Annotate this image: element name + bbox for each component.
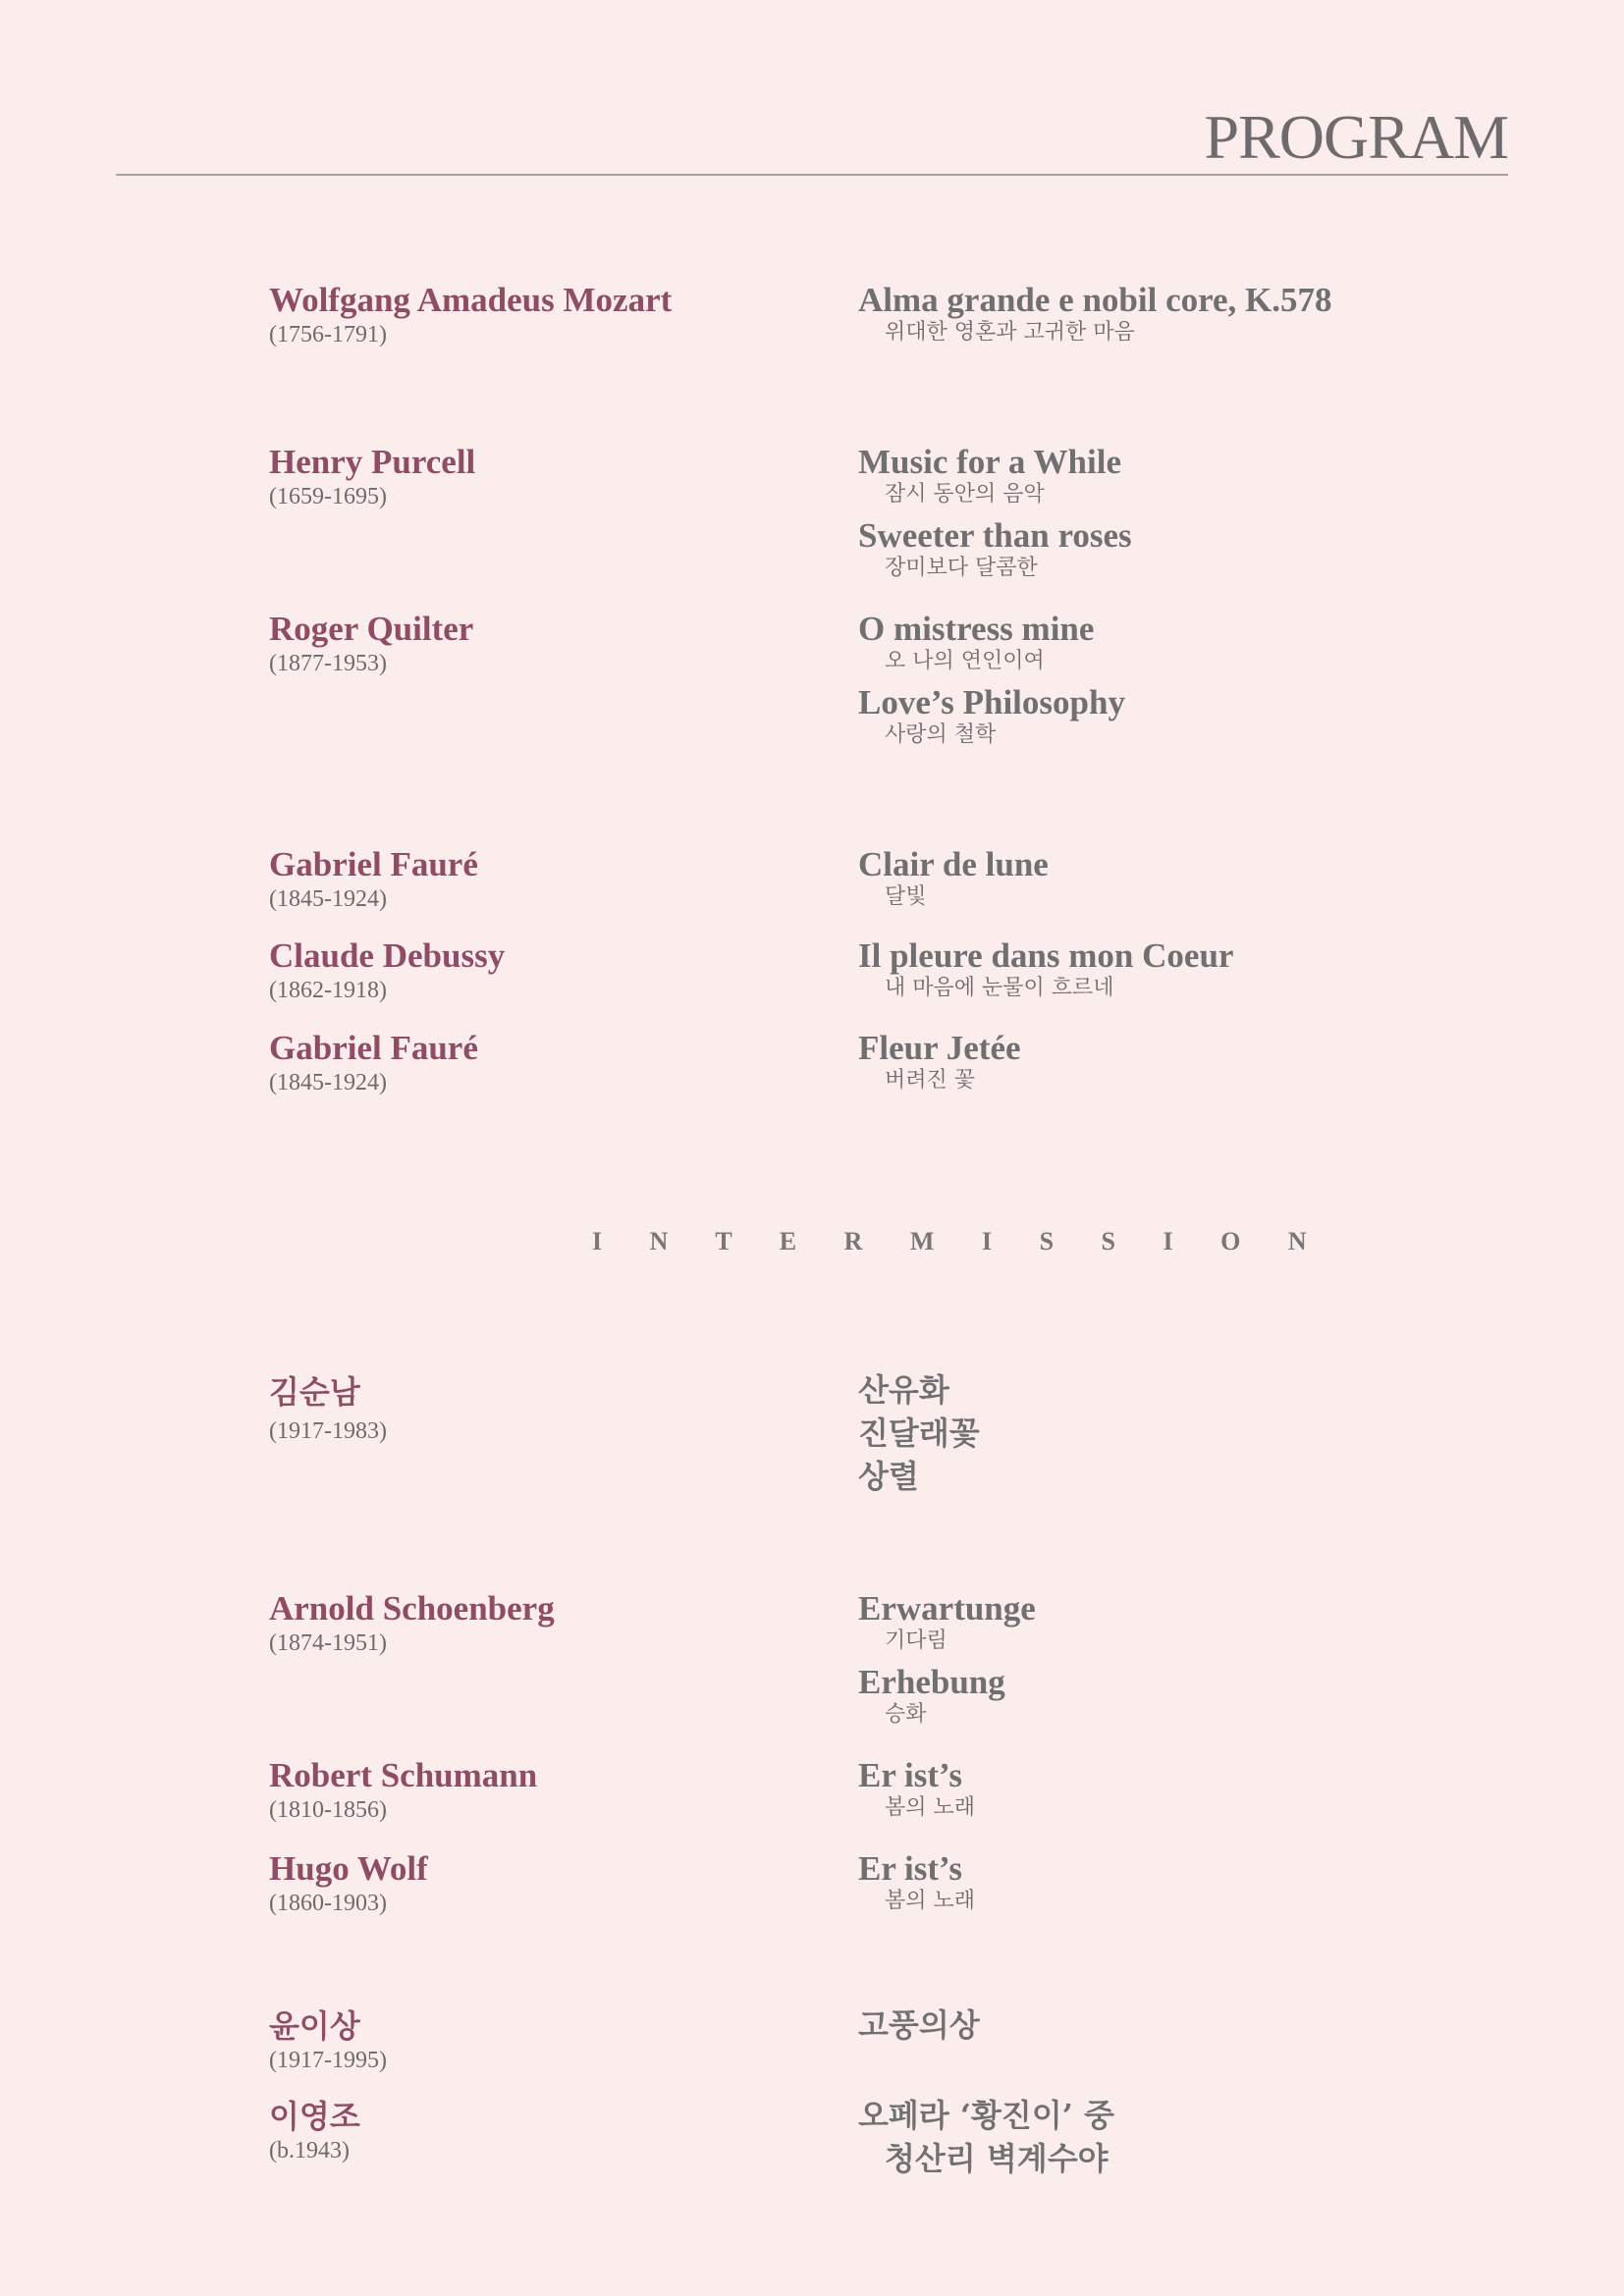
work-translation: 버려진 꽃 [885, 1068, 976, 1093]
composer-name: Arnold Schoenberg [269, 1589, 555, 1628]
composer-name: Hugo Wolf [269, 1849, 428, 1888]
composer-years: (1917-1983) [269, 1418, 387, 1444]
composer-name: Robert Schumann [269, 1756, 538, 1794]
composer-name: 이영조 [269, 2098, 360, 2135]
program-works [858, 1029, 1021, 1102]
program-works [858, 936, 1233, 1010]
composer-years: (1862-1918) [269, 978, 387, 1003]
work-translation: 사랑의 철학 [885, 722, 997, 747]
work-title: Music for a While [858, 443, 1122, 481]
composer-name: Roger Quilter [269, 610, 474, 648]
work-title: Erwartunge [858, 1589, 1036, 1628]
work-title: Love’s Philosophy [858, 683, 1125, 721]
program-composer [269, 845, 478, 913]
composer-name: Gabriel Fauré [269, 1029, 478, 1067]
composer-name: 윤이상 [269, 2007, 360, 2045]
intermission-label: I N T E R M I S S I O N [592, 1227, 1327, 1255]
work-title: Erhebung [858, 1663, 1005, 1701]
work-title: Clair de lune [858, 845, 1049, 883]
work-translation: 기다림 [885, 1629, 947, 1653]
work-title: Fleur Jetée [858, 1029, 1021, 1067]
program-works [858, 281, 1332, 354]
composer-years: (1659-1695) [269, 484, 387, 509]
program-composer [269, 936, 505, 1004]
work-title: Er ist’s [858, 1756, 962, 1794]
work-title: O mistress mine [858, 610, 1095, 648]
work-title: Er ist’s [858, 1849, 962, 1888]
program-composer [269, 610, 473, 677]
composer-years: (1860-1903) [269, 1891, 387, 1916]
program-works [858, 443, 1132, 590]
work-title: 진달래꽃 [858, 1415, 980, 1452]
program-works [858, 2094, 1114, 2180]
work-translation: 내 마음에 눈물이 흐르네 [885, 976, 1114, 1000]
composer-years: (1810-1856) [269, 1797, 387, 1823]
work-title: 상렬 [858, 1458, 919, 1495]
work-translation: 봄의 노래 [885, 1889, 976, 1913]
program-composer [269, 281, 672, 348]
work-translation: 봄의 노래 [885, 1795, 976, 1820]
program-composer [269, 1849, 428, 1917]
program-works [858, 1368, 980, 1498]
program-works [858, 1849, 975, 1923]
composer-years: (1917-1995) [269, 2048, 387, 2073]
program-composer [269, 1372, 387, 1445]
work-title: Sweeter than roses [858, 516, 1132, 555]
program-works [858, 2003, 980, 2047]
composer-years: (1874-1951) [269, 1630, 387, 1656]
program-works [858, 610, 1125, 757]
work-title: Alma grande e nobil core, K.578 [858, 281, 1332, 319]
program-composer [269, 443, 475, 510]
composer-name: Wolfgang Amadeus Mozart [269, 281, 673, 319]
work-translation: 오 나의 연인이여 [885, 649, 1045, 673]
composer-name: Gabriel Fauré [269, 845, 478, 883]
composer-years: (1877-1953) [269, 651, 387, 676]
program-composer [269, 1756, 537, 1824]
work-translation: 위대한 영혼과 고귀한 마음 [885, 320, 1135, 345]
composer-name: Claude Debussy [269, 936, 506, 975]
work-title: 청산리 벽계수야 [885, 2140, 1109, 2177]
work-translation: 잠시 동안의 음악 [885, 482, 1045, 507]
work-title: 오페라 ‘황진이’ 중 [858, 2097, 1114, 2134]
program-composer [269, 2006, 387, 2074]
page-title: PROGRAM [1204, 102, 1508, 172]
program-works [858, 1756, 975, 1830]
work-title: 산유화 [858, 1371, 949, 1409]
program-composer [269, 2097, 360, 2164]
work-title: 고풍의상 [858, 2006, 980, 2044]
header-divider [116, 174, 1508, 176]
work-translation: 장미보다 달콤한 [885, 556, 1038, 580]
work-translation: 달빛 [885, 884, 927, 909]
program-works [858, 1589, 1036, 1736]
composer-name: 김순남 [269, 1373, 360, 1411]
composer-years: (1845-1924) [269, 886, 387, 912]
composer-years: (b.1943) [269, 2138, 350, 2163]
composer-name: Henry Purcell [269, 443, 476, 481]
composer-years: (1845-1924) [269, 1070, 387, 1095]
composer-years: (1756-1791) [269, 322, 387, 347]
work-title: Il pleure dans mon Coeur [858, 936, 1234, 975]
program-composer [269, 1589, 555, 1657]
work-translation: 승화 [885, 1702, 927, 1727]
program-works [858, 845, 1049, 919]
program-composer [269, 1029, 478, 1096]
